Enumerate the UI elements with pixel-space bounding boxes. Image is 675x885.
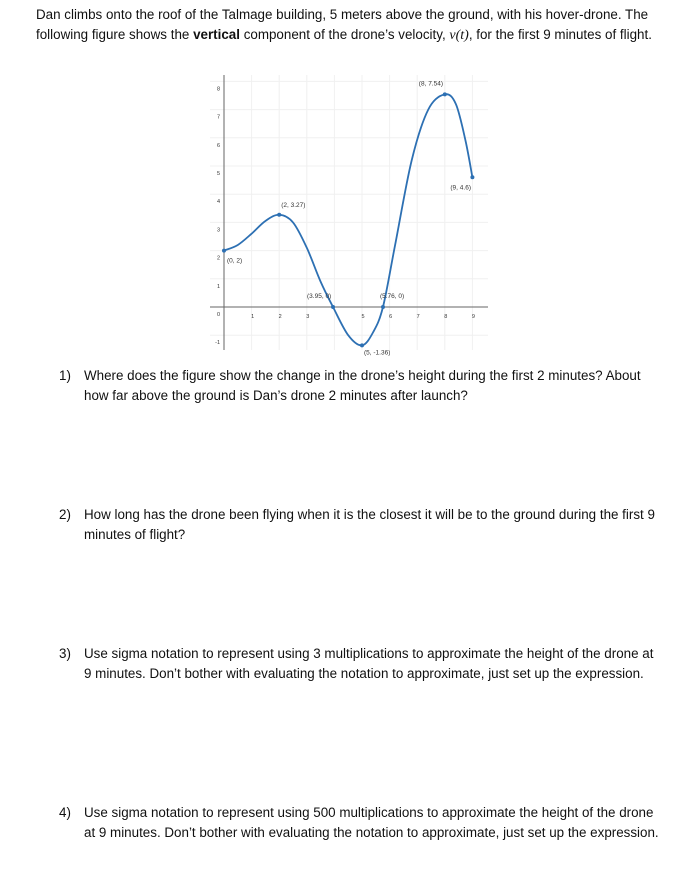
question-2-number: 2) <box>59 507 71 522</box>
point-marker <box>222 249 226 253</box>
question-2-text: How long has the drone been flying when it is the closest it will be to the ground during the first 9 minutes of flight? <box>84 507 655 542</box>
y-tick-label: -1 <box>215 340 220 347</box>
question-3-text: Use sigma notation to represent using 3 multiplications to approximate the height of the drone at 9 minutes. Don’t bother with evaluating the notation to approximate, just set up the expression. <box>84 646 654 681</box>
velocity-curve <box>224 94 472 345</box>
point-label: (2, 3.27) <box>281 201 306 209</box>
point-label: (3.95, 0) <box>307 293 332 300</box>
y-tick-label: 4 <box>216 199 220 206</box>
point-marker <box>360 343 364 347</box>
point-label: (9, 4.6) <box>450 184 471 192</box>
point-marker <box>277 213 281 217</box>
point-label: (5, -1.36) <box>364 349 391 357</box>
y-tick-label: 5 <box>216 171 220 177</box>
x-tick-label: 1 <box>251 314 255 320</box>
intro-text-1: Dan climbs onto the roof of the Talmage building, 5 meters above the ground, with his hover-drone. The following figure shows the <box>36 7 649 42</box>
point-label: (5.76, 0) <box>379 293 405 300</box>
x-tick-label: 3 <box>306 314 310 320</box>
question-4 <box>59 803 659 842</box>
point-marker <box>470 175 474 179</box>
y-tick-label: 0 <box>216 312 220 318</box>
point-marker <box>381 305 385 309</box>
y-tick-label: 7 <box>216 114 220 121</box>
question-1-text: Where does the figure show the change in the drone’s height during the first 2 minutes? About how far above the ground is Dan’s drone 2 minutes after launch? <box>84 368 641 403</box>
y-tick-label: 1 <box>216 283 220 290</box>
grid <box>210 75 488 350</box>
point-label: (0, 2) <box>227 257 243 265</box>
intro-bold-word: vertical <box>193 26 240 42</box>
intro-text-3: , for the first 9 minutes of flight. <box>468 26 652 42</box>
y-tick-label: 8 <box>216 86 220 93</box>
x-tick-label: 9 <box>471 314 475 320</box>
intro-function: v(t) <box>449 27 469 43</box>
point-marker <box>443 92 447 96</box>
point-label: (8, 7.54) <box>418 80 444 88</box>
question-4-number: 4) <box>59 805 71 820</box>
question-3-number: 3) <box>59 646 71 661</box>
y-tick-label: 6 <box>216 142 220 149</box>
x-tick-label: 5 <box>361 314 365 320</box>
point-marker <box>331 305 335 309</box>
x-tick-label: 2 <box>278 314 282 320</box>
question-2 <box>59 505 659 544</box>
y-tick-label: 3 <box>216 227 220 234</box>
question-4-text: Use sigma notation to represent using 500 multiplications to approximate the height of the drone at 9 minutes. Don’t bother with evaluating the notation to approximate, just set up the expression. <box>84 805 659 840</box>
question-3 <box>59 644 659 683</box>
x-tick-label: 8 <box>444 314 448 320</box>
point-markers <box>222 80 474 356</box>
intro-text-2: component of the drone’s velocity, <box>239 26 450 42</box>
question-1 <box>59 366 659 405</box>
velocity-curve-group <box>224 94 472 345</box>
question-1-number: 1) <box>59 368 71 383</box>
x-tick-label: 7 <box>416 314 420 320</box>
y-tick-label: 2 <box>216 255 220 262</box>
x-tick-label: 6 <box>389 314 393 320</box>
